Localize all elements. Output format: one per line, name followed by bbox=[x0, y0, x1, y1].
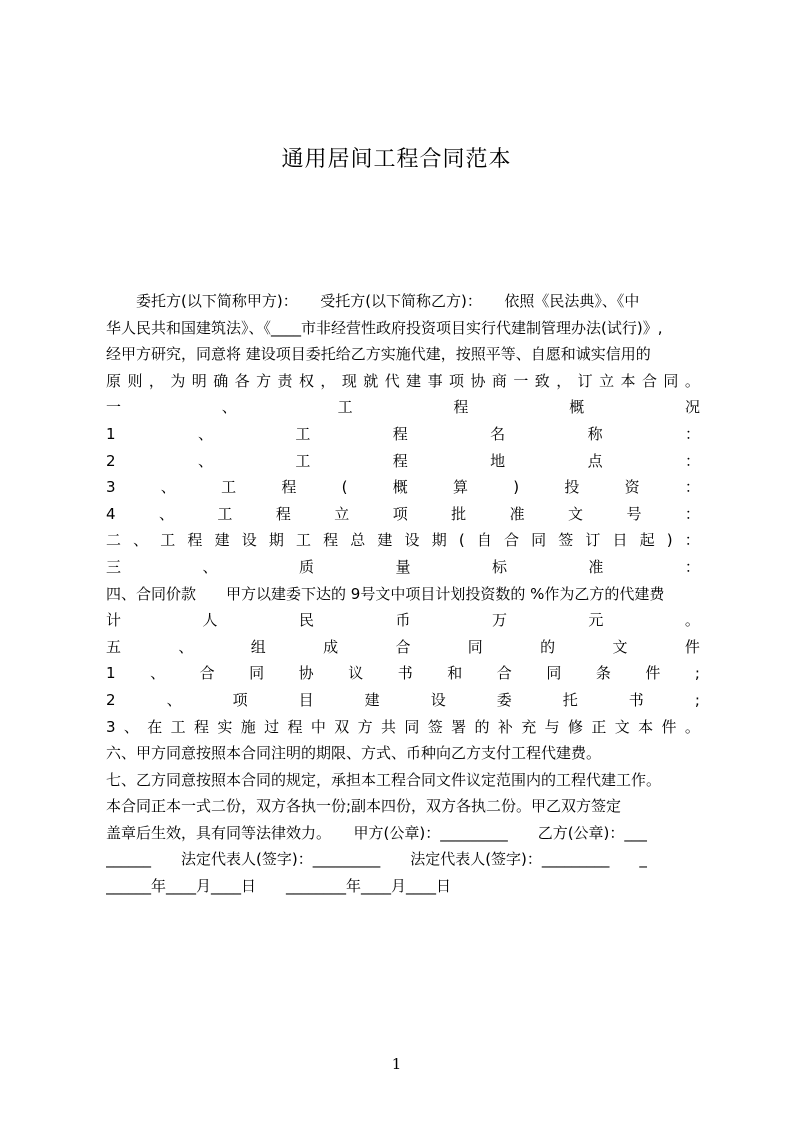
text-line: 2 、 工 程 地 点 ： bbox=[106, 451, 700, 470]
contract-body bbox=[106, 288, 700, 900]
text-line: 2 、 项 目 建 设 委 托 书 ; bbox=[106, 690, 700, 709]
text-line: ______年____月____日 ________年____月____日 bbox=[106, 877, 452, 896]
text-line: 原 则 ， 为 明 确 各 方 责 权 ， 现 就 代 建 事 项 协 商 一 致 ， 订 立 本 合 同 。 bbox=[106, 371, 700, 390]
text-line: 1 、 工 程 名 称 ： bbox=[106, 424, 700, 443]
text-line: 四、合同价款 甲方以建委下达的 9号文中项目计划投资数的 %作为乙方的代建费 bbox=[106, 584, 665, 603]
text-line: 六、甲方同意按照本合同注明的期限、方式、币种向乙方支付工程代建费。 bbox=[106, 744, 602, 763]
text-line: 一 、 工 程 概 况 bbox=[106, 398, 700, 417]
text-line: ______ 法定代表人(签字)：_________ 法定代表人(签字)：_________ _ bbox=[106, 850, 647, 869]
text-line: 五 、 组 成 合 同 的 文 件 bbox=[106, 637, 700, 656]
text-line: 4 、 工 程 立 项 批 准 文 号 ： bbox=[106, 504, 700, 523]
text-line: 经甲方研究，同意将 建设项目委托给乙方实施代建，按照平等、自愿和诚实信用的 bbox=[106, 345, 651, 364]
text-line: 1 、 合 同 协 议 书 和 合 同 条 件 ; bbox=[106, 664, 700, 683]
text-line: 本合同正本一式二份，双方各执一份;副本四份，双方各执二份。甲乙双方签定 bbox=[106, 797, 622, 816]
text-line: 计 人 民 币 万 元 。 bbox=[106, 611, 700, 630]
text-line: 委托方(以下简称甲方)： 受托方(以下简称乙方)： 依照《民法典》、《中 bbox=[106, 292, 640, 310]
text-line: 3 、 在 工 程 实 施 过 程 中 双 方 共 同 签 署 的 补 充 与 修 正 文 本 件 。 bbox=[106, 717, 700, 736]
text-line: 3 、 工 程 ( 概 算 ) 投 资 ： bbox=[106, 478, 700, 497]
text-line: 华人民共和国建筑法》、《____市非经营性政府投资项目实行代建制管理办法(试行)》, bbox=[106, 318, 663, 337]
text-line: 二 、 工 程 建 设 期 工 程 总 建 设 期 ( 自 合 同 签 订 日 起 ) ： bbox=[106, 531, 700, 550]
text-line: 盖章后生效，具有同等法律效力。 甲方(公章)：_________ 乙方(公章)：___ bbox=[106, 823, 647, 842]
document-title: 通用居间工程合同范本 bbox=[281, 147, 512, 172]
text-line: 三 、 质 量 标 准 ： bbox=[106, 557, 700, 576]
page-number: 1 bbox=[391, 1055, 402, 1073]
text-line: 七、乙方同意按照本合同的规定，承担本工程合同文件议定范围内的工程代建工作。 bbox=[106, 770, 662, 789]
